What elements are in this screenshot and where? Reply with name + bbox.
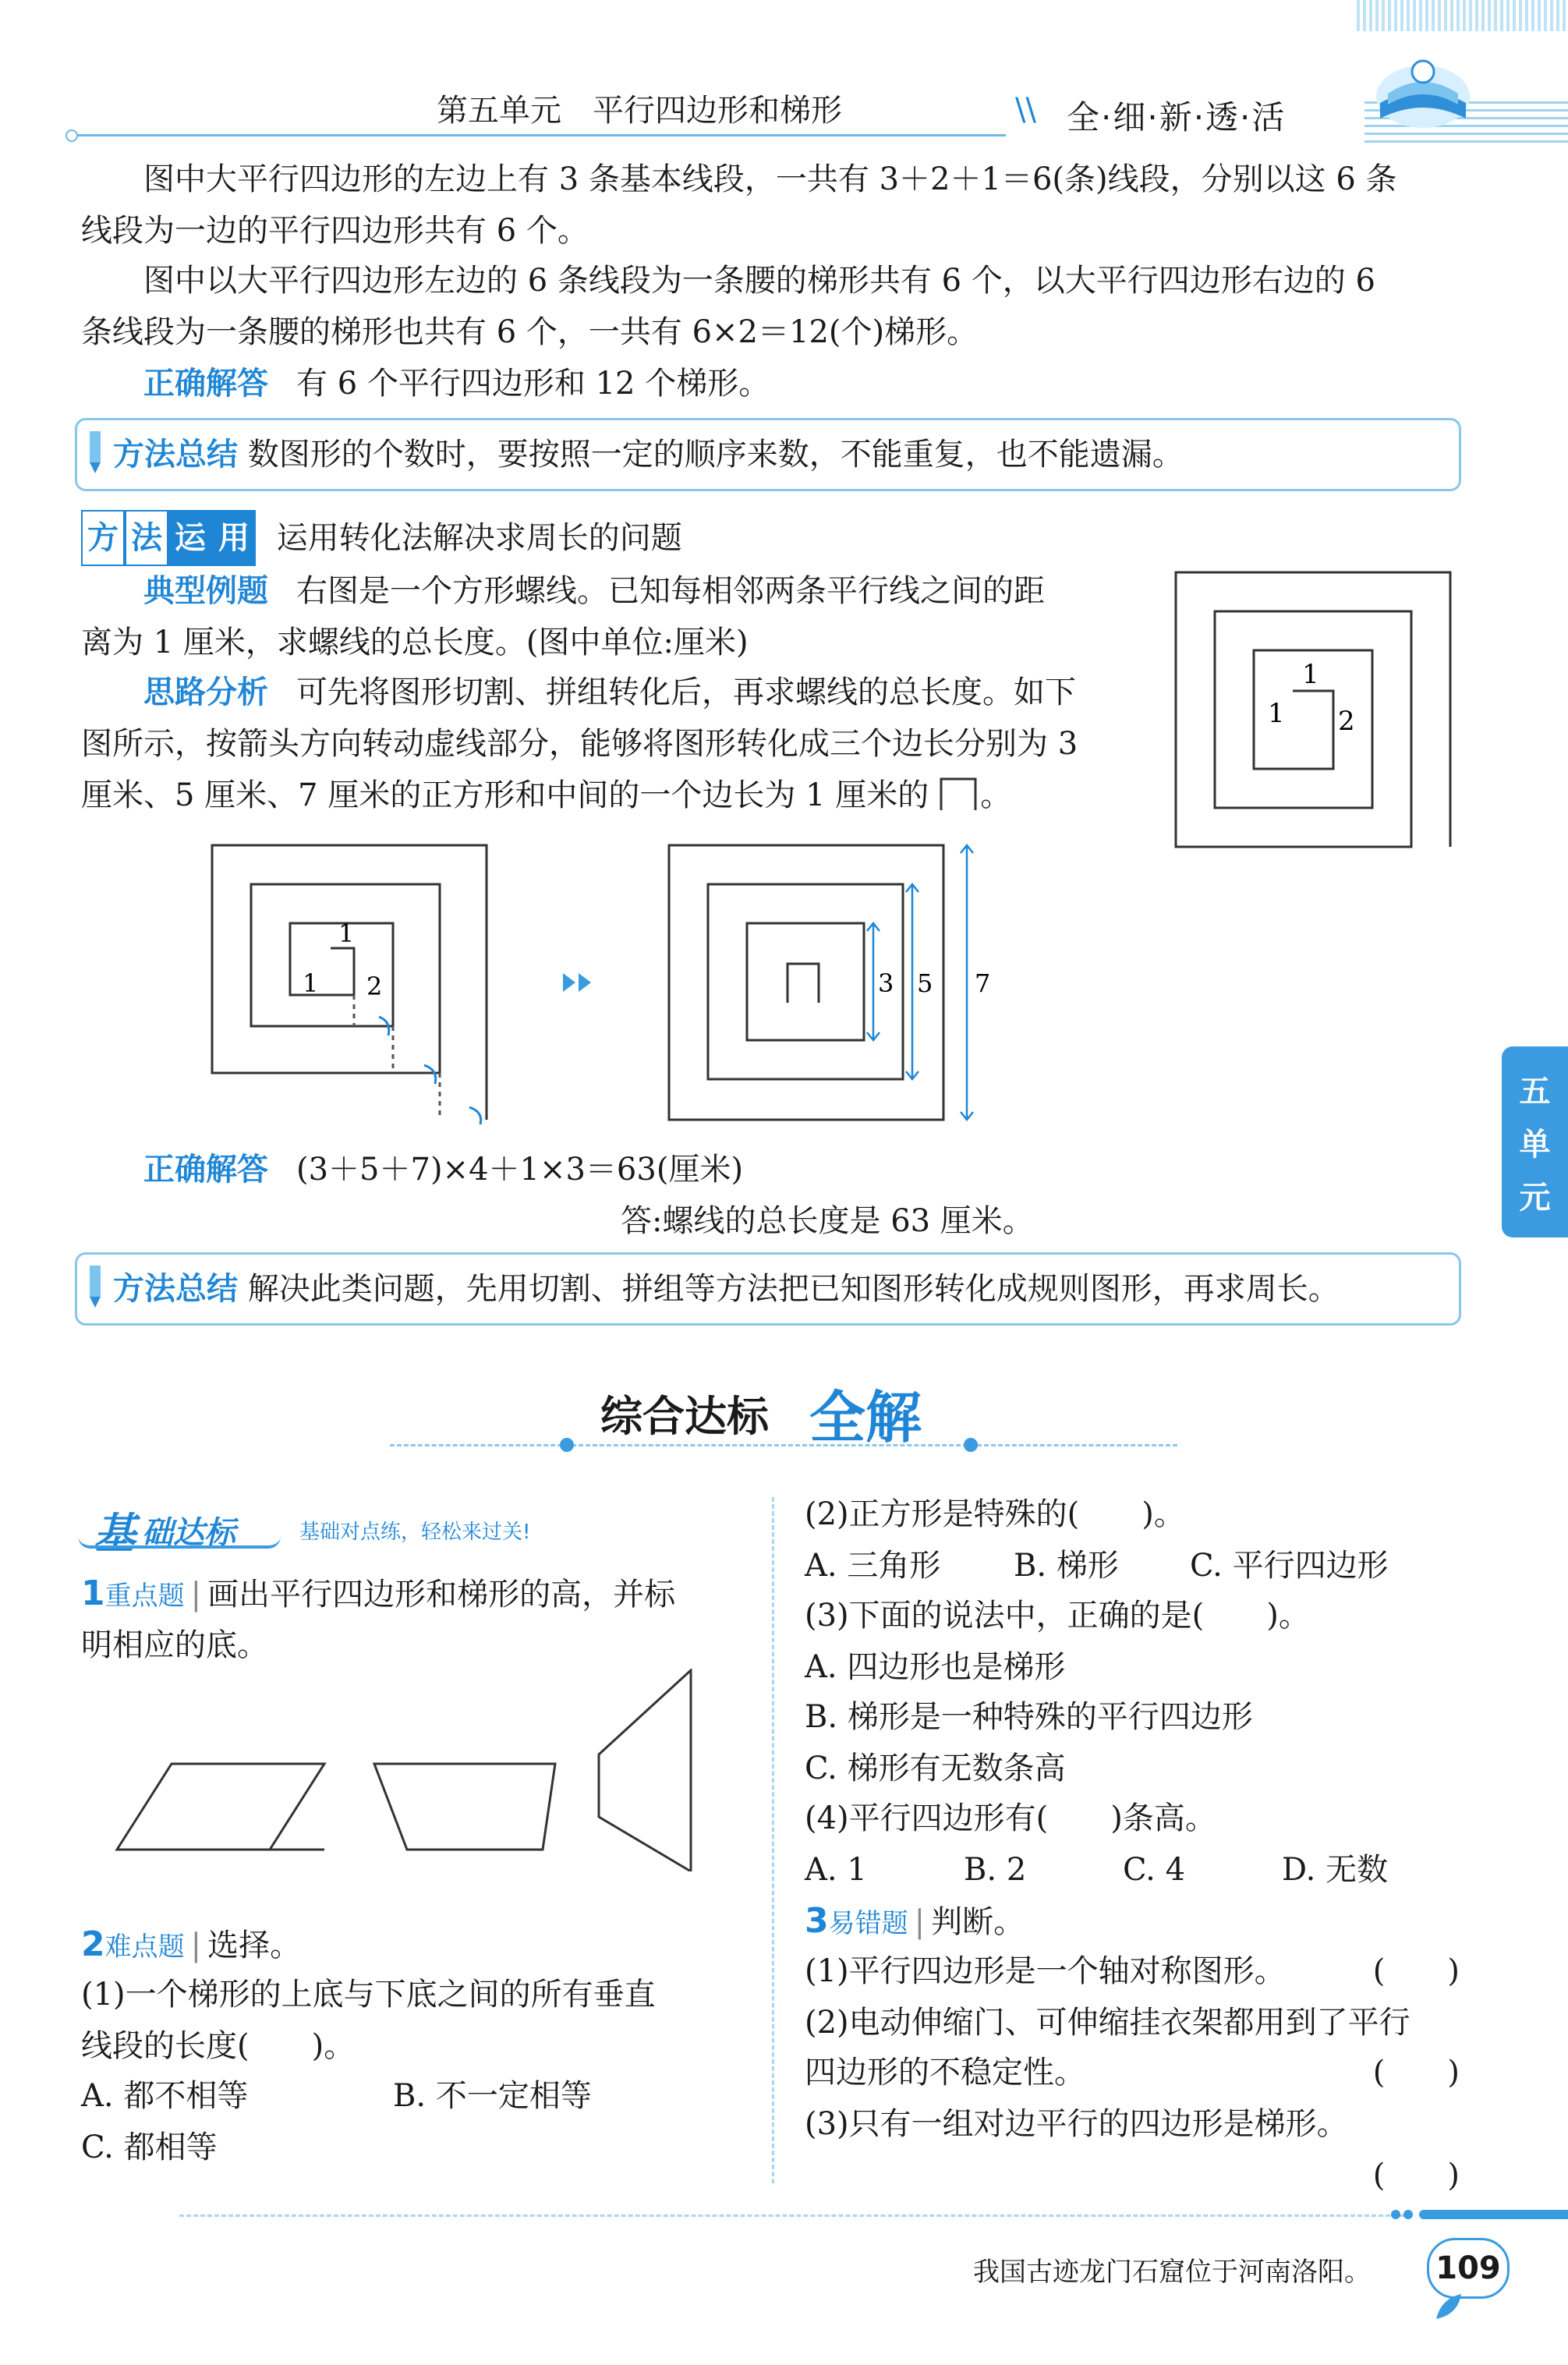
example-label: 典型例题 xyxy=(143,573,268,609)
intro-answer xyxy=(143,357,770,410)
q3-s1 xyxy=(805,1945,1460,1998)
q2-s2-option-a: A. 三角形 xyxy=(805,1548,941,1584)
spiral-label-1b: 1 xyxy=(1268,698,1285,729)
q3-number: 3 xyxy=(805,1901,829,1941)
analysis-line1 xyxy=(143,666,1076,719)
q3-s1-text: (1)平行四边形是一个轴对称图形。 xyxy=(805,1953,1286,1989)
q2-s1-line2: 线段的长度( )。 xyxy=(81,2028,356,2064)
intro-p2-line2: 条线段为一条腰的梯形也共有 6 个，一共有 6×2＝12(个)梯形。 xyxy=(81,314,979,350)
q2-s4-option-b: B. 2 xyxy=(964,1852,1027,1888)
footer-dot xyxy=(1391,2210,1400,2219)
intro-p1-line2: 线段为一边的平行四边形共有 6 个。 xyxy=(81,213,589,249)
summary-text xyxy=(113,1262,1340,1315)
footer-fact: 我国古迹龙门石窟位于河南洛阳。 xyxy=(973,2257,1371,2288)
answer-blank[interactable]: ( ) xyxy=(1372,2158,1460,2193)
dim-label-3: 3 xyxy=(878,968,894,998)
page-number: 109 xyxy=(1427,2238,1510,2299)
q2-s3-option-c: C. 梯形有无数条高 xyxy=(805,1751,1066,1786)
answer-formula: (3＋5＋7)×4＋1×3＝63(厘米) xyxy=(296,1152,744,1188)
pencil-icon xyxy=(82,1262,110,1309)
basic-subtitle: 基础对点练，轻松来过关! xyxy=(299,1521,531,1544)
summary-label: 方法总结 xyxy=(113,437,238,473)
summary-text xyxy=(113,428,1184,481)
slogan: 全·细·新·透·活 xyxy=(1067,98,1287,136)
q2-s3: (3)下面的说法中，正确的是( )。 xyxy=(805,1598,1310,1634)
q3-text: 判断。 xyxy=(931,1904,1025,1940)
section-title-accent: 全解 xyxy=(809,1385,922,1450)
q2-s1-option-b: B. 不一定相等 xyxy=(393,2078,592,2114)
chapter-title: 平行四边形和梯形 xyxy=(593,93,842,129)
analysis-line3 xyxy=(81,769,1011,822)
small-bracket-shape xyxy=(936,776,980,810)
analysis-text: 可先将图形切割、拼组转化后，再求螺线的总长度。如下 xyxy=(296,674,1076,710)
q3-tag: 易错题 xyxy=(828,1908,908,1939)
header xyxy=(0,0,1568,156)
method-final: 答:螺线的总长度是 63 厘米。 xyxy=(621,1203,1034,1239)
q1-shapes xyxy=(109,1669,733,1871)
summary-content: 数图形的个数时，要按照一定的顺序来数，不能重复，也不能遗漏。 xyxy=(247,437,1184,473)
leaf-icon xyxy=(1433,2291,1464,2322)
book-logo-icon xyxy=(1372,48,1474,134)
q2-s4-option-c: C. 4 xyxy=(1123,1852,1186,1888)
method-title: 运用转化法解决求周长的问题 xyxy=(276,520,682,556)
side-tab xyxy=(1502,1046,1568,1237)
header-line-dot xyxy=(65,129,78,142)
method-heading xyxy=(81,510,682,566)
q2-text: 选择。 xyxy=(207,1928,302,1963)
example-text: 右图是一个方形螺线。已知每相邻两条平行线之间的距 xyxy=(296,573,1045,609)
spiral-figure xyxy=(1170,566,1458,855)
cut-label-1b: 1 xyxy=(303,968,319,998)
footer-dot xyxy=(1403,2210,1413,2219)
section-title-dot xyxy=(964,1438,978,1452)
q2-s3-option-a: A. 四边形也是梯形 xyxy=(805,1649,1066,1685)
q2-s2: (2)正方形是特殊的( )。 xyxy=(805,1496,1185,1532)
q2-s1-option-a: A. 都不相等 xyxy=(81,2078,249,2114)
answer-label: 正确解答 xyxy=(143,366,268,402)
q2-s2-option-b: B. 梯形 xyxy=(1014,1548,1119,1584)
dim-label-5: 5 xyxy=(917,968,933,998)
answer-blank[interactable]: ( ) xyxy=(1372,1953,1460,1989)
header-line xyxy=(70,134,1006,136)
q2-s4-option-a: A. 1 xyxy=(805,1852,867,1888)
section-title-dot xyxy=(560,1438,574,1452)
q2-s4: (4)平行四边形有( )条高。 xyxy=(805,1800,1216,1836)
footer-bar xyxy=(1419,2210,1568,2219)
analysis-label: 思路分析 xyxy=(143,674,268,710)
footer-line xyxy=(179,2215,1411,2217)
q1-number: 1 xyxy=(81,1574,105,1613)
section-title-line xyxy=(390,1444,1177,1446)
q3-s2-line1: (2)电动伸缩门、可伸缩挂衣架都用到了平行 xyxy=(805,2005,1410,2041)
analysis-end: 。 xyxy=(980,777,1012,813)
section-title xyxy=(390,1369,1177,1455)
q3-title: 3易错题 | 判断。 xyxy=(805,1901,1025,1941)
answer-blank[interactable]: ( ) xyxy=(1372,2055,1460,2091)
answer-text: 有 6 个平行四边形和 12 个梯形。 xyxy=(296,366,770,402)
spiral-label-2: 2 xyxy=(1338,706,1355,737)
spiral-label-1: 1 xyxy=(1302,659,1319,690)
example-line2: 离为 1 厘米，求螺线的总长度。(图中单位:厘米) xyxy=(81,625,749,660)
side-tab-char: 单 xyxy=(1519,1127,1551,1163)
q2-s3-option-b: B. 梯形是一种特殊的平行四边形 xyxy=(805,1699,1253,1735)
method-summary-box xyxy=(75,418,1461,491)
q1-tag: 重点题 xyxy=(104,1581,185,1612)
q1-line2: 明相应的底。 xyxy=(81,1627,268,1663)
q2-tag: 难点题 xyxy=(104,1931,185,1963)
header-decoration xyxy=(1357,0,1568,31)
unit-title: 第五单元 xyxy=(437,93,561,129)
method-tag-char: 方 xyxy=(81,510,125,566)
basic-badge-rest: 础达标 xyxy=(142,1515,235,1551)
analysis-line2: 图所示，按箭头方向转动虚线部分，能够将图形转化成三个边长分别为 3 xyxy=(81,726,1078,762)
summary-content: 解决此类问题，先用切割、拼组等方法把已知图形转化成规则图形，再求周长。 xyxy=(247,1271,1340,1307)
q1-line1: 1重点题 | 画出平行四边形和梯形的高，并标 xyxy=(81,1574,676,1613)
intro-p1-line1: 图中大平行四边形的左边上有 3 条基本线段，一共有 3＋2＋1＝6(条)线段，分别以这 6 条 xyxy=(143,161,1397,197)
q3-s2-line2 xyxy=(805,2046,1460,2099)
q2-title: 2难点题 | 选择。 xyxy=(81,1924,302,1964)
q1-text: 画出平行四边形和梯形的高，并标 xyxy=(207,1577,676,1613)
summary-label: 方法总结 xyxy=(113,1271,238,1307)
intro-p2-line1: 图中以大平行四边形左边的 6 条线段为一条腰的梯形共有 6 个，以大平行四边形右边的 6 xyxy=(143,263,1375,299)
q3-s3: (3)只有一组对边平行的四边形是梯形。 xyxy=(805,2106,1348,2142)
q2-s4-option-d: D. 无数 xyxy=(1282,1852,1389,1888)
basic-badge-swoosh xyxy=(78,1536,281,1549)
column-divider xyxy=(772,1497,774,2183)
side-tab-char: 元 xyxy=(1519,1180,1551,1216)
method-answer xyxy=(143,1143,743,1196)
double-arrow-icon xyxy=(561,970,600,995)
q2-s2-option-c: C. 平行四边形 xyxy=(1190,1548,1389,1584)
basic-badge-big: 基 xyxy=(94,1509,136,1558)
method-tag-char: 用 xyxy=(212,510,256,566)
section-title-main: 综合达标 xyxy=(600,1392,769,1441)
basic-badge xyxy=(78,1505,733,1558)
q3-s2-text: 四边形的不稳定性。 xyxy=(805,2055,1085,2091)
pencil-icon xyxy=(82,428,110,475)
method-tag-char: 运 xyxy=(168,510,212,566)
squares-figure xyxy=(663,839,1006,1128)
method-summary-box xyxy=(75,1252,1461,1326)
q2-s1-option-c: C. 都相等 xyxy=(81,2130,218,2165)
example-line1 xyxy=(143,565,1045,618)
side-tab-char: 五 xyxy=(1519,1074,1551,1110)
analysis-text: 厘米、5 厘米、7 厘米的正方形和中间的一个边长为 1 厘米的 xyxy=(81,777,929,813)
method-tag-char: 法 xyxy=(125,510,168,566)
answer-label: 正确解答 xyxy=(143,1152,268,1188)
dim-label-7: 7 xyxy=(975,968,991,998)
q2-s1-line1: (1)一个梯形的上底与下底之间的所有垂直 xyxy=(81,1977,656,2013)
cut-label-1: 1 xyxy=(338,919,355,948)
q2-number: 2 xyxy=(81,1924,105,1964)
cut-label-2: 2 xyxy=(366,972,383,1001)
right-trapezoid-shape xyxy=(599,1670,691,1871)
spiral-cut-figure xyxy=(206,839,494,1128)
header-slashes: \\ xyxy=(1015,92,1036,128)
trapezoid-shape xyxy=(374,1764,555,1850)
